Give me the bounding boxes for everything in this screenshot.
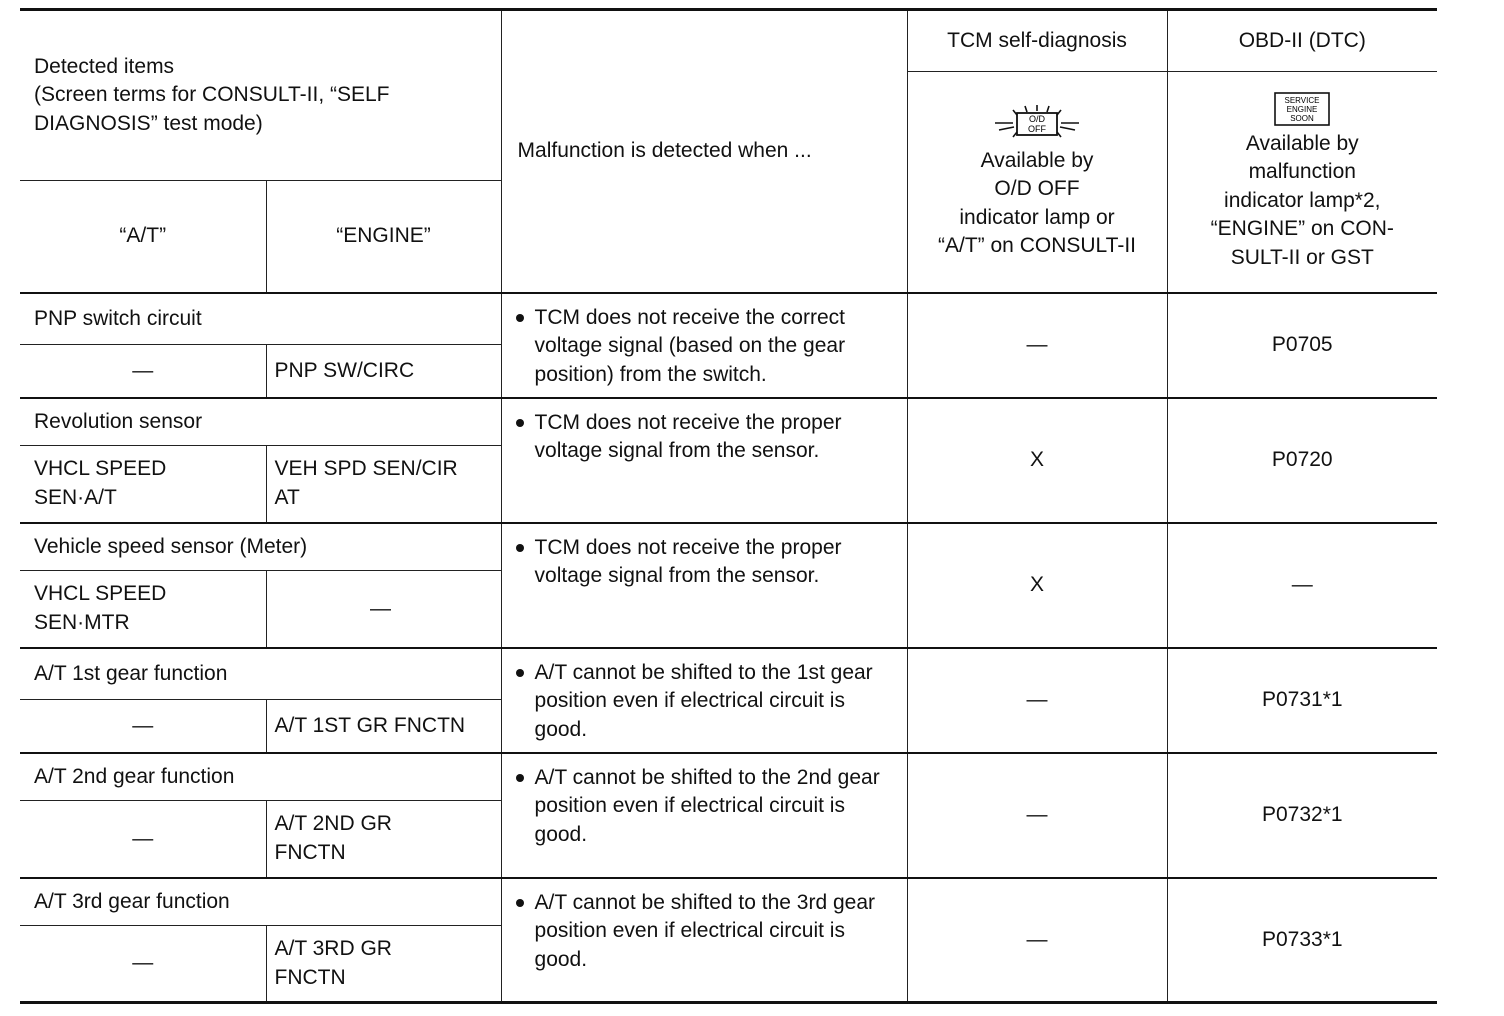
obd-dtc-value: P0720 [1167, 398, 1437, 523]
table-row [20, 293, 1437, 345]
engine-screen-term: PNP SW/CIRC [266, 345, 501, 398]
malfunction-header: Malfunction is detected when ... [501, 10, 907, 293]
engine-screen-term: — [266, 571, 501, 648]
detected-items-header: Detected items (Screen terms for CONSULT-II, “SELF DIAGNOSIS” test mode) [20, 10, 501, 181]
detected-item-name: Revolution sensor [20, 398, 501, 446]
engine-column-header: “ENGINE” [266, 181, 501, 293]
tcm-self-diagnosis-value: — [907, 753, 1167, 878]
malfunction-condition [501, 398, 907, 523]
engine-screen-term: A/T 1ST GR FNCTN [266, 700, 501, 753]
bullet-icon [516, 314, 524, 322]
engine-screen-term: VEH SPD SEN/CIR AT [266, 446, 501, 523]
detected-item-name: Vehicle speed sensor (Meter) [20, 523, 501, 571]
detected-item-name: A/T 2nd gear function [20, 753, 501, 801]
diagnosis-table [20, 8, 1437, 1004]
od-off-icon-text: OFF [1028, 123, 1047, 134]
obd-description: Available by malfunction indicator lamp*2, “ENGINE” on CON- SULT-II or GST [1210, 131, 1394, 269]
bullet-icon [516, 544, 524, 552]
table-row [20, 523, 1437, 571]
malfunction-text: A/T cannot be shifted to the 3rd gear position even if electrical circuit is good. [534, 890, 876, 971]
obd-header: OBD-II (DTC) [1167, 10, 1437, 72]
tcm-header: TCM self-diagnosis [907, 10, 1167, 72]
tcm-self-diagnosis-value: — [907, 293, 1167, 398]
bullet-icon [516, 669, 524, 677]
table-row [20, 648, 1437, 700]
malfunction-condition [501, 878, 907, 1003]
service-engine-soon-text: SERVICE [1284, 95, 1320, 105]
malfunction-text: TCM does not receive the proper voltage signal from the sensor. [534, 535, 842, 587]
engine-screen-term: A/T 2ND GR FNCTN [266, 801, 501, 878]
malfunction-text: TCM does not receive the proper voltage signal from the sensor. [534, 410, 842, 462]
tcm-self-diagnosis-value: — [907, 878, 1167, 1003]
tcm-description: Available by O/D OFF indicator lamp or “A/T” on CONSULT-II [938, 148, 1136, 258]
malfunction-condition [501, 648, 907, 753]
bullet-icon [516, 774, 524, 782]
at-screen-term: — [20, 926, 266, 1003]
service-engine-soon-text: ENGINE [1286, 104, 1318, 114]
obd-dtc-value: P0731*1 [1167, 648, 1437, 753]
malfunction-text: A/T cannot be shifted to the 2nd gear position even if electrical circuit is good. [534, 765, 880, 846]
malfunction-text: A/T cannot be shifted to the 1st gear position even if electrical circuit is good. [534, 660, 873, 741]
tcm-description-cell [907, 72, 1167, 293]
at-screen-term: VHCL SPEED SEN·A/T [20, 446, 266, 523]
at-screen-term: — [20, 345, 266, 398]
malfunction-condition [501, 523, 907, 648]
table-row [20, 753, 1437, 801]
at-column-header: “A/T” [20, 181, 266, 293]
malfunction-condition [501, 293, 907, 398]
obd-dtc-value: P0705 [1167, 293, 1437, 398]
tcm-self-diagnosis-value: — [907, 648, 1167, 753]
od-off-lamp-icon [989, 103, 1085, 143]
at-screen-term: — [20, 801, 266, 878]
detected-item-name: A/T 3rd gear function [20, 878, 501, 926]
table-row [20, 878, 1437, 926]
detected-item-name: A/T 1st gear function [20, 648, 501, 700]
service-engine-soon-text: SOON [1290, 113, 1315, 123]
obd-dtc-value: P0733*1 [1167, 878, 1437, 1003]
malfunction-condition [501, 753, 907, 878]
tcm-self-diagnosis-value: X [907, 523, 1167, 648]
table-row [20, 398, 1437, 446]
od-off-icon-text: O/D [1029, 113, 1046, 124]
service-engine-soon-icon [1274, 92, 1330, 126]
obd-description-cell [1167, 72, 1437, 293]
at-screen-term: VHCL SPEED SEN·MTR [20, 571, 266, 648]
obd-dtc-value: — [1167, 523, 1437, 648]
at-screen-term: — [20, 700, 266, 753]
header-row [20, 10, 1437, 72]
bullet-icon [516, 899, 524, 907]
bullet-icon [516, 419, 524, 427]
tcm-self-diagnosis-value: X [907, 398, 1167, 523]
engine-screen-term: A/T 3RD GR FNCTN [266, 926, 501, 1003]
obd-dtc-value: P0732*1 [1167, 753, 1437, 878]
detected-item-name: PNP switch circuit [20, 293, 501, 345]
malfunction-text: TCM does not receive the correct voltage signal (based on the gear position) from the switch. [534, 305, 846, 386]
